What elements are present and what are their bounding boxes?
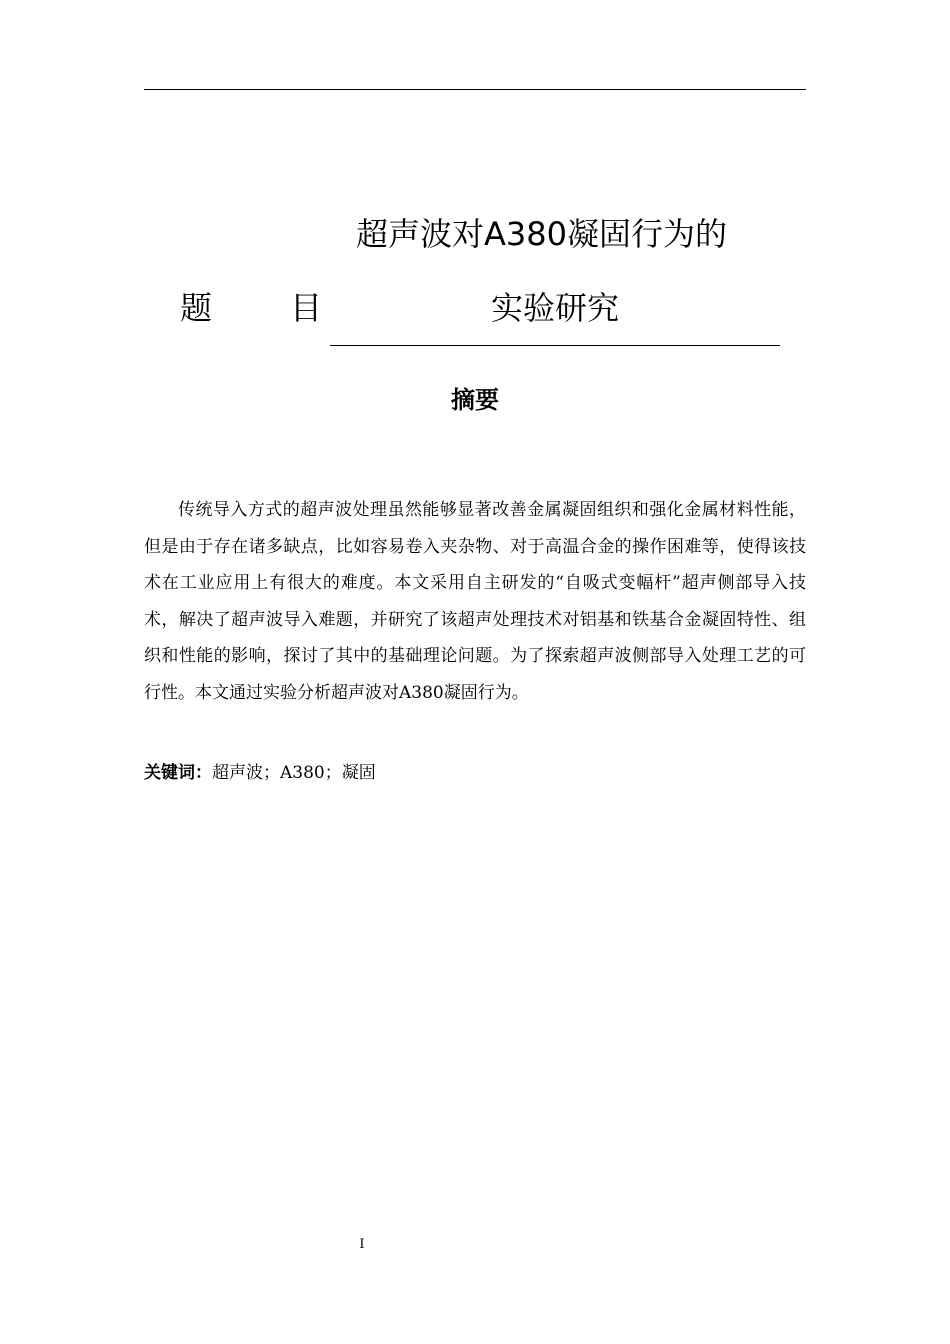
page-number: I <box>359 1237 365 1252</box>
title-label-char2: 目 <box>289 289 322 327</box>
keywords-value: 超声波；A380；凝固 <box>212 763 376 783</box>
keywords-label: 关键词： <box>144 763 212 783</box>
header-rule <box>144 89 806 90</box>
thesis-title-line2: 实验研究 <box>490 289 619 327</box>
thesis-title-line1: 超声波对A380凝固行为的 <box>356 215 727 253</box>
abstract-heading: 摘要 <box>451 386 499 414</box>
title-underline <box>330 345 780 346</box>
title-label-char1: 题 <box>180 289 213 327</box>
title-label <box>180 286 322 330</box>
keywords-line <box>144 758 806 788</box>
abstract-body: 传统导入方式的超声波处理虽然能够显著改善金属凝固组织和强化金属材料性能，但是由于存在诸多缺点，比如容易卷入夹杂物、对于高温合金的操作困难等，使得该技术在工业应用上有很大的难度。本文采用自主研发的“自吸式变幅杆”超声侧部导入技术，解决了超声波导入难题，并研究了该超声处理技术对铝基和铁基合金凝固特性、组织和性能的影响，探讨了其中的基础理论问题。为了探索超声波侧部导入处理工艺的可行性。本文通过实验分析超声波对A380凝固行为。 <box>144 500 806 703</box>
